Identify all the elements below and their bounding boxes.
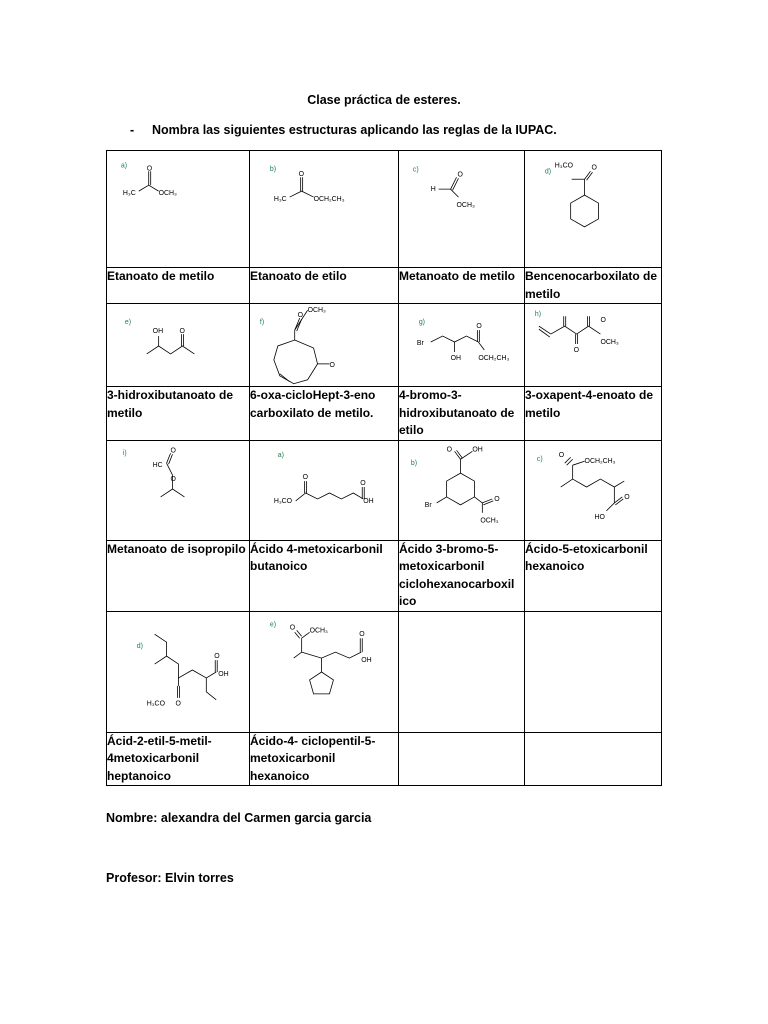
structure-cell — [399, 151, 525, 268]
atom: OCH₃ — [600, 339, 619, 347]
answer-row — [107, 387, 662, 441]
structure-label: a) — [120, 162, 128, 170]
structure-label: b) — [410, 459, 418, 467]
atom: O — [298, 171, 305, 179]
atom: O — [179, 328, 185, 336]
structure-cell — [107, 151, 250, 268]
atom: O — [558, 451, 565, 459]
atom: OCH₃ — [309, 626, 328, 634]
structure-cell — [250, 611, 399, 732]
structure-label: c) — [536, 455, 543, 463]
structure-cell-empty — [525, 611, 662, 732]
atom: OCH₃ — [480, 517, 499, 525]
atom: O — [360, 479, 366, 487]
atom: OCH₃ — [456, 202, 475, 210]
bullet: - — [130, 123, 135, 137]
atom: O — [457, 171, 463, 179]
structure-row — [107, 440, 662, 540]
structure-i — [107, 441, 249, 540]
structure-acid-a — [250, 441, 398, 540]
structure-cell — [525, 440, 662, 540]
structure-e — [107, 304, 249, 386]
structure-label: e) — [124, 319, 132, 327]
atom: H₃CO — [554, 162, 574, 170]
atom: OH — [152, 328, 164, 336]
structure-methyl-methanoate — [399, 151, 524, 267]
instruction — [130, 123, 557, 137]
atom: O — [591, 164, 597, 172]
atom: OCH₃ — [158, 190, 177, 198]
atom: OCH₃ — [307, 307, 326, 315]
atom: OCH₂CH₃ — [313, 196, 345, 204]
atom: O — [289, 623, 296, 631]
structure-label: g) — [418, 319, 426, 327]
atom: H₃CO — [273, 497, 293, 505]
structure-g — [399, 304, 524, 386]
structure-cell — [250, 304, 399, 387]
structure-label: f) — [259, 319, 265, 327]
structure-cell — [399, 304, 525, 387]
answer-cell: Ácido-4- ciclopentil-5-metoxicarbonil hexanoico — [250, 732, 399, 786]
structure-cell-empty — [399, 611, 525, 732]
atom: OH — [218, 670, 229, 678]
teacher-name: Profesor: Elvin torres — [106, 871, 234, 885]
structure-f — [250, 304, 398, 386]
structure-label: e) — [269, 620, 277, 628]
structure-row — [107, 151, 662, 268]
atom: Br — [416, 340, 424, 347]
structure-ethyl-ethanoate — [250, 151, 398, 267]
structure-row — [107, 304, 662, 387]
atom: O — [214, 652, 220, 660]
structure-label: b) — [269, 166, 277, 174]
structure-cell — [399, 440, 525, 540]
answer-cell: Metanoato de metilo — [399, 268, 525, 304]
structure-methyl-cyclohexanecarboxylate — [525, 151, 661, 267]
atom: O — [494, 495, 500, 503]
structure-cell — [525, 304, 662, 387]
atom: O — [175, 700, 181, 708]
atom: O — [329, 361, 335, 369]
answer-row — [107, 268, 662, 304]
structure-cell — [107, 611, 250, 732]
structure-label: i) — [122, 449, 127, 457]
atom: OH — [363, 497, 374, 505]
atom: O — [170, 475, 176, 483]
structure-label: a) — [277, 451, 284, 459]
structure-acid-c — [525, 441, 661, 540]
atom: OCH₂CH₃ — [478, 354, 510, 362]
atom: O — [297, 312, 304, 320]
atom: O — [146, 165, 153, 173]
structure-acid-e — [250, 612, 398, 732]
atom: OH — [361, 656, 372, 664]
atom: HO — [594, 513, 605, 521]
structure-acid-b — [399, 441, 524, 540]
answer-cell: 3-oxapent-4-enoato de metilo — [525, 387, 662, 441]
answer-cell: Etanoato de etilo — [250, 268, 399, 304]
structure-cell — [107, 304, 250, 387]
atom: H₃C — [273, 196, 287, 204]
answer-row — [107, 540, 662, 611]
atom: H₃CO — [146, 700, 165, 708]
instruction-text: Nombra las siguientes estructuras aplicando las reglas de la IUPAC. — [152, 123, 557, 137]
structure-label: c) — [412, 166, 419, 174]
answer-cell: Ácido 4-metoxicarbonil butanoico — [250, 540, 399, 611]
structure-cell — [250, 440, 399, 540]
page-title: Clase práctica de esteres. — [307, 93, 461, 107]
answer-cell: Etanoato de metilo — [107, 268, 250, 304]
student-name: Nombre: alexandra del Carmen garcia garcia — [106, 811, 372, 825]
answer-cell: Bencenocarboxilato de metilo — [525, 268, 662, 304]
atom: H — [430, 186, 436, 194]
structure-methyl-ethanoate — [107, 151, 249, 267]
structure-label: h) — [534, 311, 542, 319]
atom: OCH₂CH₃ — [584, 457, 616, 465]
exercise-table — [106, 150, 662, 786]
atom: O — [446, 445, 453, 453]
answer-cell: Ácido 3-bromo-5-metoxicarbonil ciclohexanocarboxil ico — [399, 540, 525, 611]
atom: HC — [152, 461, 163, 469]
atom: O — [359, 630, 365, 638]
atom: OH — [450, 354, 461, 362]
structure-label: d) — [544, 168, 552, 176]
structure-row — [107, 611, 662, 732]
atom: Br — [424, 501, 432, 509]
answer-cell: Ácid-2-etil-5-metil-4metoxicarbonil heptanoico — [107, 732, 250, 786]
atom: H₃C — [122, 190, 136, 198]
answer-cell-empty — [399, 732, 525, 786]
answer-cell: 3-hidroxibutanoato de metilo — [107, 387, 250, 441]
structure-cell — [525, 151, 662, 268]
atom: O — [624, 493, 630, 501]
structure-acid-d — [107, 612, 249, 732]
answer-cell: Metanoato de isopropilo — [107, 540, 250, 611]
atom: O — [573, 346, 580, 354]
answer-cell: 4-bromo-3-hidroxibutanoato de etilo — [399, 387, 525, 441]
structure-cell — [107, 440, 250, 540]
structure-cell — [250, 151, 399, 268]
answer-cell-empty — [525, 732, 662, 786]
atom: OH — [472, 445, 483, 453]
atom: O — [600, 317, 606, 325]
answer-cell: 6-oxa-cicloHept-3-eno carboxilato de metilo. — [250, 387, 399, 441]
atom: O — [302, 473, 309, 481]
atom: O — [170, 446, 176, 454]
answer-row — [107, 732, 662, 786]
structure-label: d) — [136, 642, 143, 650]
structure-h — [525, 304, 661, 386]
answer-cell: Ácido-5-etoxicarbonil hexanoico — [525, 540, 662, 611]
atom: O — [476, 323, 482, 331]
